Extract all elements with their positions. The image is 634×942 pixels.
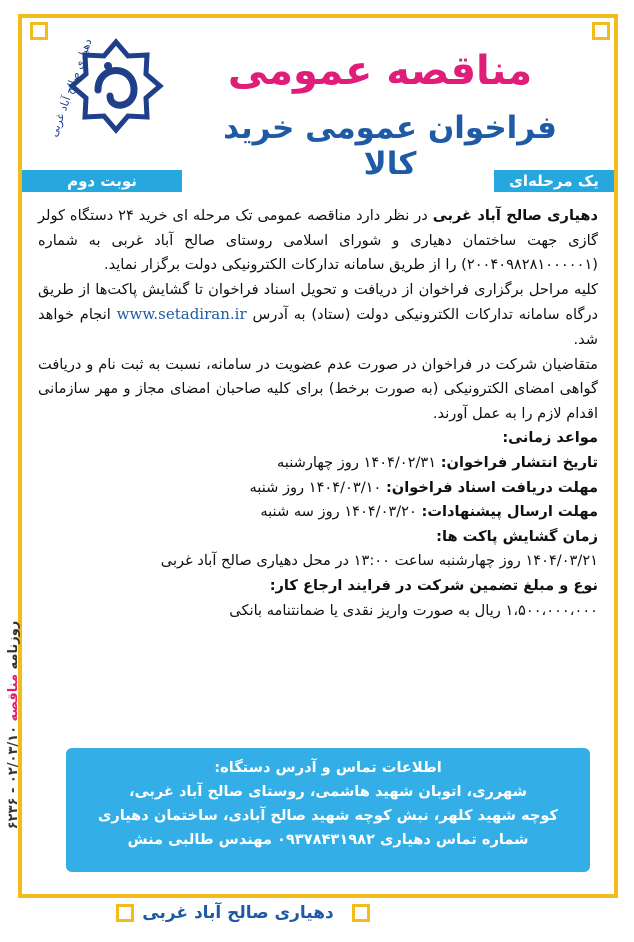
- process-end-text: انجام خواهد شد.: [38, 306, 598, 348]
- opening-heading: زمان گشایش پاکت ها:: [436, 527, 598, 545]
- side-brand: مناقصه: [6, 674, 21, 722]
- guarantee-value: ۱،۵۰۰،۰۰۰،۰۰۰ ریال به صورت واریز نقدی یا ضمانتنامه بانکی: [229, 601, 598, 619]
- receive-deadline-row: [38, 476, 598, 501]
- organization-name: دهیاری صالح آباد غربی: [432, 207, 599, 224]
- receive-deadline-label: مهلت دریافت اسناد فراخوان:: [385, 478, 598, 496]
- publish-date-row: [38, 451, 598, 476]
- contact-phone: شماره تماس دهیاری ۰۹۳۷۸۴۳۱۹۸۲ مهندس طالبی منش: [127, 831, 529, 848]
- process-paragraph: [38, 278, 598, 353]
- side-caption: [2, 570, 26, 880]
- setad-link[interactable]: www.setadiran.ir: [116, 305, 247, 324]
- footer-square: [352, 904, 370, 922]
- contact-address-line2: کوچه شهید کلهر، نبش کوچه شهید صالح آبادی، ساختمان دهیاری: [97, 807, 559, 824]
- contact-address-line1: شهرری، اتوبان شهید هاشمی، روستای صالح آباد غربی،: [129, 783, 527, 800]
- receive-deadline-value: ۱۴۰۴/۰۳/۱۰ روز شنبه: [249, 478, 386, 496]
- page-subtitle: فراخوان عمومی خرید کالا: [223, 110, 557, 182]
- logo-icon: [34, 34, 174, 144]
- side-prefix: روزنامه: [6, 620, 21, 670]
- schedule-heading: مواعد زمانی:: [502, 429, 598, 447]
- frame-corner: [592, 22, 610, 40]
- submit-deadline-row: [38, 500, 598, 525]
- registration-paragraph: متقاضیان شرکت در فراخوان در صورت عدم عضویت در سامانه، نسبت به ثبت نام و دریافت گواهی امضای الکترونیکی (به صورت برخط) برای کلیه صاحبان امضای مجاز و مهر سازمانی اقدام لازم را به عمل آورند.: [38, 355, 598, 422]
- contact-box: [66, 748, 590, 872]
- submit-deadline-value: ۱۴۰۴/۰۳/۲۰ روز سه شنبه: [260, 503, 422, 521]
- publish-date-value: ۱۴۰۴/۰۲/۳۱ روز چهارشنبه: [276, 453, 441, 471]
- footer-organization: دهیاری صالح آباد غربی: [142, 903, 334, 923]
- round-badge: نوبت دوم: [22, 170, 182, 192]
- submit-deadline-label: مهلت ارسال پیشنهادات:: [421, 503, 598, 521]
- page-title: مناقصه عمومی: [227, 48, 533, 94]
- intro-paragraph: [38, 204, 598, 278]
- stage-badge: یک مرحله‌ای: [494, 170, 614, 192]
- intro-text: در نظر دارد مناقصه عمومی تک مرحله ای خرید ۲۴ دستگاه کولر گازی جهت ساختمان دهیاری و شورای اسلامی روستای صالح آباد غربی به شماره (۲۰۰۴۰۹۸۲۸۱۰۰۰۰۰۱) را از طریق سامانه تدارکات الکترونیکی دولت برگزار نماید.: [38, 207, 598, 274]
- guarantee-heading: نوع و مبلغ تضمین شرکت در فرایند ارجاع کار:: [269, 576, 598, 594]
- contact-heading: اطلاعات تماس و آدرس دستگاه:: [214, 759, 442, 776]
- process-text: کلیه مراحل برگزاری فراخوان از دریافت و تحویل اسناد فراخوان تا گشایش پاکت‌ها از طریق درگاه سامانه تدارکات الکترونیکی دولت (ستاد) به آدرس: [38, 280, 598, 324]
- logo-text: دهیاری صالح آباد غربی: [46, 37, 95, 139]
- announcement-body: [38, 204, 598, 623]
- opening-value: ۱۴۰۴/۰۳/۲۱ روز چهارشنبه ساعت ۱۳:۰۰ در محل دهیاری صالح آباد غربی: [160, 552, 598, 570]
- side-number: ۰۲/۰۳/۱۰ - ۶۲۳۶: [6, 721, 21, 830]
- publish-date-label: تاریخ انتشار فراخوان:: [440, 453, 598, 471]
